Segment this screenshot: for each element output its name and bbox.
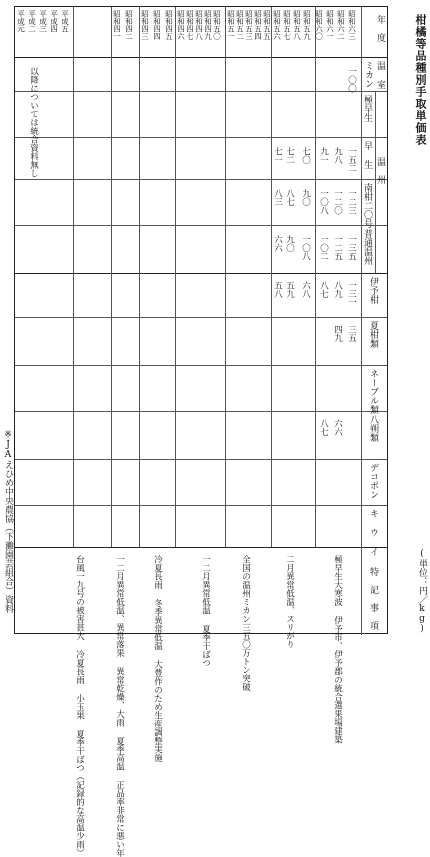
price-table [14, 6, 388, 857]
year-label: 昭和六二 [336, 10, 346, 40]
note-text: 一二月異常低温、異常落果 異常乾燥、大雨 夏季高温 正品率非常に悪い年 [114, 555, 125, 857]
header-notes: 特 記 事 項 [368, 567, 378, 630]
price-value: 八三 [272, 189, 283, 206]
price-value: 一二〇 [332, 189, 343, 215]
price-value: 八七 [318, 281, 329, 298]
price-value: 九八 [332, 147, 343, 164]
note-text: 台風一九号の被害甚大 冷夏長雨 小玉果 夏季干ばつ（記録的な高温少雨） [74, 555, 85, 857]
row-rule [15, 225, 387, 226]
year-label: 昭和四六 [176, 10, 186, 40]
price-value: 九〇 [284, 235, 295, 252]
year-label: 昭和五五 [262, 10, 272, 40]
price-value: 八九 [332, 281, 343, 298]
row-rule [15, 365, 387, 366]
header-futsu: 普通温州 [362, 229, 372, 265]
row-rule [15, 459, 387, 460]
year-label: 昭和六三 [347, 10, 357, 40]
note-text: 二月異常低温、スリがり [284, 555, 295, 649]
row-rule [15, 317, 387, 318]
note-text: 一二月異常低温 夏季干ばつ [200, 555, 211, 667]
row-rule [15, 179, 387, 180]
unit-note: (単位：円／kg) [417, 549, 427, 634]
year-label: 昭和四三 [140, 10, 150, 40]
col-rule [73, 7, 74, 547]
year-label: 昭和四八 [194, 10, 204, 40]
year-label: 昭和四九 [203, 10, 213, 40]
price-value: 五九 [284, 281, 295, 298]
year-label: 平成元 [16, 10, 26, 33]
year-label: 昭和五六 [272, 10, 282, 40]
price-value: 八七 [284, 189, 295, 206]
price-value: 九〇 [300, 189, 311, 206]
note-text: 全国の温州ミカン三五〇万トン突破 [240, 555, 251, 691]
year-label: 平成五 [60, 10, 70, 33]
header-kiwi: キ ウ イ [368, 509, 378, 556]
price-value: 八七 [318, 419, 329, 436]
header-iyokan: 伊予柑 [368, 277, 378, 304]
year-label: 昭和五三 [244, 10, 254, 40]
no-data-note: 以降については統合資料無し [28, 67, 39, 178]
year-label: 昭和五七 [282, 10, 292, 40]
note-text: 冷夏長雨 冬季異常低温 大豊作のため生産調整実施 [152, 555, 163, 762]
page-title: 柑橘等品種別手取単価表 [414, 14, 427, 146]
header-dekopon: デコポン [368, 463, 378, 499]
price-value: 三五 [346, 325, 357, 342]
col-rule [271, 7, 272, 547]
row-rule [15, 411, 387, 412]
price-value: 一三五 [346, 235, 357, 261]
col-rule [175, 7, 176, 547]
year-label: 平成三 [38, 10, 48, 33]
header-gokuwase: 極早生 [362, 95, 372, 122]
price-value: 一〇八 [300, 235, 311, 261]
year-label: 昭和四五 [164, 10, 174, 40]
header-nansei: 南柑二〇号 [362, 183, 372, 228]
year-label: 昭和四四 [152, 10, 162, 40]
row-rule [15, 273, 387, 274]
row-rule [15, 91, 387, 92]
price-value: 五八 [272, 281, 283, 298]
header-year: 年 度 [375, 15, 385, 42]
year-label: 昭和四二 [124, 10, 134, 40]
price-value: 一〇二 [318, 235, 329, 261]
price-value: 七二 [284, 147, 295, 164]
price-value: 六六 [332, 419, 343, 436]
year-label: 昭和五四 [253, 10, 263, 40]
price-value: 七一 [272, 147, 283, 164]
header-onshitsu: 温 室 [375, 61, 385, 89]
row-rule [15, 505, 387, 506]
price-value: 一〇八 [318, 189, 329, 215]
year-label: 平成二 [27, 10, 37, 33]
note-text: 極早生大寒波 伊予市、伊予郡の統合選果場建築 [332, 555, 343, 744]
price-value: 六六 [272, 235, 283, 252]
row-rule [15, 547, 387, 548]
header-hassaku: 八朔類 [368, 415, 378, 442]
price-value: 一二五 [332, 235, 343, 261]
col-rule [111, 7, 112, 547]
col-rule [225, 7, 226, 547]
price-value: 一二三 [346, 189, 357, 215]
year-label: 昭和四七 [185, 10, 195, 40]
source-note: ※JAえひめ中央農協（下灘園芸組合）資料 [3, 430, 13, 613]
price-value: 一五二 [346, 147, 357, 173]
header-navel: ネーブル類 [368, 369, 378, 414]
year-label: 昭和四一 [112, 10, 122, 40]
col-rule [139, 7, 140, 547]
year-label: 昭和五二 [235, 10, 245, 40]
header-mikan: ミカン [363, 61, 373, 88]
year-label: 昭和六〇 [314, 10, 324, 40]
header-wase: 早 生 [362, 141, 372, 169]
year-label: 平成四 [49, 10, 59, 33]
col-rule [315, 7, 316, 547]
price-value: 六八 [300, 281, 311, 298]
row-rule [15, 57, 387, 58]
year-label: 昭和五九 [302, 10, 312, 40]
row-rule [15, 137, 387, 138]
price-value: 七〇 [300, 147, 311, 164]
header-onshu-group: 温 州 [375, 157, 385, 184]
year-label: 昭和六一 [325, 10, 335, 40]
price-value: 一三一 [346, 281, 357, 307]
header-natsukan: 夏柑類 [368, 321, 378, 348]
price-value: 一〇〇 [346, 67, 357, 93]
year-label: 昭和五〇 [212, 10, 222, 40]
year-label: 昭和五八 [292, 10, 302, 40]
price-value: 四九 [332, 325, 343, 342]
price-value: 九一 [318, 147, 329, 164]
year-label: 昭和五一 [226, 10, 236, 40]
